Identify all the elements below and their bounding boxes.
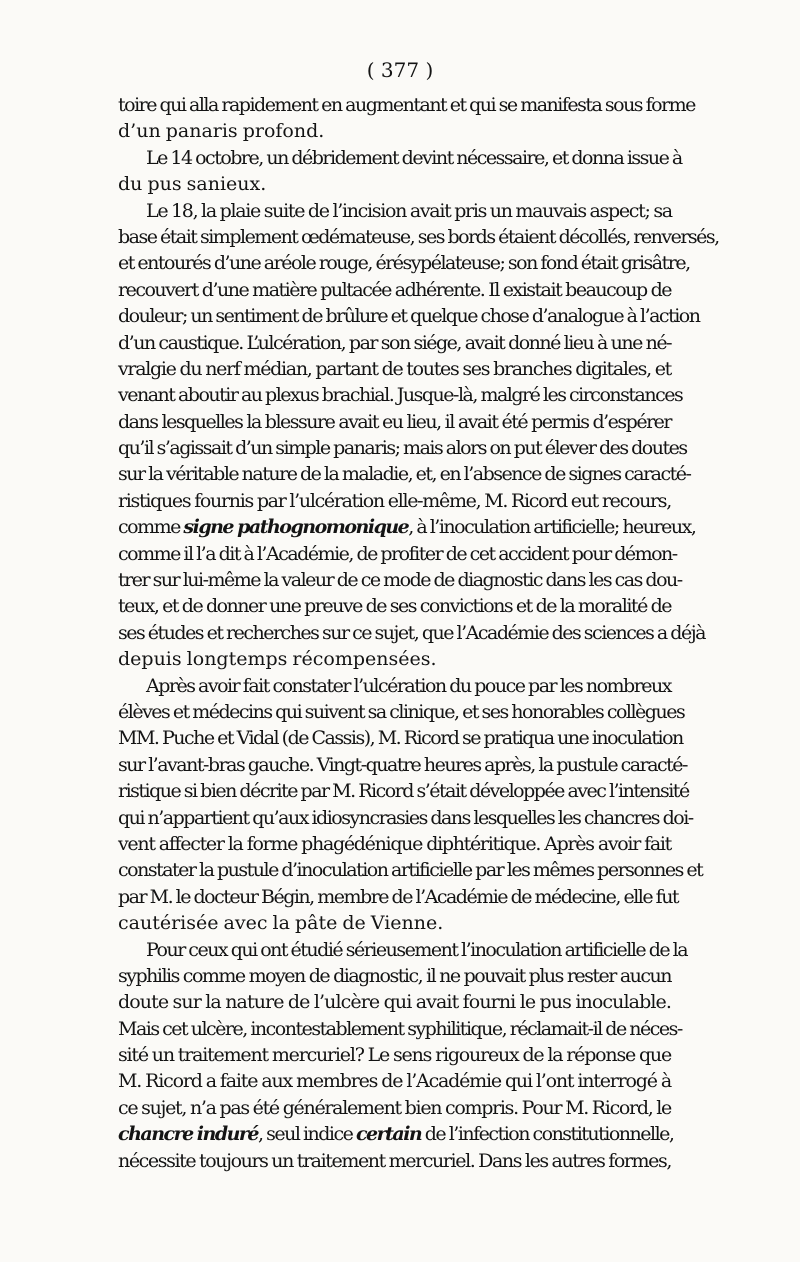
text-line <box>118 725 683 751</box>
text-line <box>118 937 688 963</box>
text-line <box>118 435 687 461</box>
line-text: par M. le docteur Bégin, membre de l’Académie de médecine, elle fut <box>118 885 679 908</box>
line-text: syphilis comme moyen de diagnostic, il ne pouvait plus rester aucun <box>118 964 671 987</box>
text-line <box>118 831 671 857</box>
emphasized-text: signe pathognomonique <box>183 516 409 539</box>
text-line <box>118 857 703 883</box>
text-line <box>118 593 671 619</box>
text-line <box>118 277 671 303</box>
text-line <box>118 699 685 725</box>
text-line <box>118 1148 671 1174</box>
line-text: Après avoir fait constater l’ulcération du pouce par les nombreux <box>146 674 671 697</box>
line-text: constater la pustule d’inoculation artificielle par les mêmes personnes et <box>118 859 703 882</box>
text-line <box>118 118 671 144</box>
text-line <box>118 1095 671 1121</box>
text-line <box>118 910 671 936</box>
text-line <box>118 805 693 831</box>
line-text: toire qui alla rapidement en augmentant et qui se manifesta sous forme <box>118 94 695 116</box>
text-line <box>118 250 690 276</box>
line-text: sur la véritable nature de la maladie, et, en l’absence de signes caracté- <box>118 463 691 486</box>
text-line <box>118 1121 674 1147</box>
line-text: vralgie du nerf médian, partant de toutes ses branches digitales, et <box>118 357 671 380</box>
line-text: sité un traitement mercuriel? Le sens rigoureux de la réponse que <box>118 1044 671 1067</box>
emphasized-text: certain <box>355 1123 422 1146</box>
body-text <box>118 92 719 1174</box>
line-text: vent affecter la forme phagédénique diphtéritique. Après avoir fait <box>118 832 671 855</box>
text-line <box>118 963 671 989</box>
text-line <box>118 198 671 224</box>
text-line <box>118 1016 682 1042</box>
line-text: recouvert d’une matière pultacée adhérente. Il existait beaucoup de <box>118 278 671 301</box>
line-text: d’un caustique. L’ulcération, par son siége, avait donné lieu à une né- <box>118 331 671 354</box>
line-text: comme il l’a dit à l’Académie, de profiter de cet accident pour démon- <box>118 542 677 565</box>
text-line <box>118 303 700 329</box>
line-text: Mais cet ulcère, incontestablement syphilitique, réclamait-il de néces- <box>118 1017 682 1040</box>
text-line <box>118 382 683 408</box>
line-text: ristiques fournis par l’ulcération elle-même, M. Ricord eut recours, <box>118 489 671 512</box>
line-text: sur l’avant-bras gauche. Vingt-quatre heures après, la pustule caracté- <box>118 753 687 776</box>
line-text: élèves et médecins qui suivent sa clinique, et ses honorables collègues <box>118 700 685 723</box>
text-line <box>118 171 671 197</box>
line-text: , à l’inoculation artificielle; heureux, <box>408 516 696 539</box>
text-line <box>118 1042 671 1068</box>
text-line <box>118 620 705 646</box>
line-text: trer sur lui-même la valeur de ce mode de diagnostic dans les cas dou- <box>118 569 682 592</box>
text-line <box>118 884 679 910</box>
line-text: doute sur la nature de l’ulcère qui avait fourni le pus inoculable. <box>118 991 671 1014</box>
line-text: venant aboutir au plexus brachial. Jusque-là, malgré les circonstances <box>118 384 683 407</box>
text-line <box>118 488 671 514</box>
line-text: et entourés d’une aréole rouge, érésypélateuse; son fond était grisâtre, <box>118 252 690 275</box>
line-text: douleur; un sentiment de brûlure et quelque chose d’analogue à l’action <box>118 305 700 328</box>
line-text: cautérisée avec la pâte de Vienne. <box>118 912 444 935</box>
line-text: comme <box>118 516 184 539</box>
line-text: MM. Puche et Vidal (de Cassis), M. Ricord se pratiqua une inoculation <box>118 727 683 750</box>
line-text: dans lesquelles la blessure avait eu lieu, il avait été permis d’espérer <box>118 410 671 433</box>
line-text: teux, et de donner une preuve de ses convictions et de la moralité de <box>118 595 671 618</box>
line-text: Pour ceux qui ont étudié sérieusement l’inoculation artificielle de la <box>146 938 688 961</box>
text-line <box>118 989 671 1015</box>
text-line <box>118 224 719 250</box>
line-text: M. Ricord a faite aux membres de l’Académie qui l’ont interrogé à <box>118 1070 671 1093</box>
line-text: ce sujet, n’a pas été généralement bien compris. Pour M. Ricord, le <box>118 1096 671 1119</box>
text-line <box>118 1068 671 1094</box>
text-line <box>118 330 671 356</box>
line-text: Le 14 octobre, un débridement devint nécessaire, et donna issue à <box>146 146 682 169</box>
line-text: d’un panaris profond. <box>118 120 325 143</box>
page-number: ( 377 ) <box>366 58 434 82</box>
text-line <box>118 541 677 567</box>
line-text: Le 18, la plaie suite de l’incision avait pris un mauvais aspect; sa <box>146 199 672 222</box>
text-line <box>118 92 695 118</box>
text-line <box>118 356 671 382</box>
text-line <box>118 145 682 171</box>
text-line <box>118 514 696 540</box>
emphasized-text: chancre induré <box>118 1123 259 1146</box>
line-text: ristique si bien décrite par M. Ricord s’était développée avec l’intensité <box>118 780 689 803</box>
text-line <box>118 461 691 487</box>
text-line <box>118 778 689 804</box>
line-text: nécessite toujours un traitement mercuriel. Dans les autres formes, <box>118 1149 671 1172</box>
line-text: de l’infection constitutionnelle, <box>421 1123 674 1146</box>
line-text: depuis longtemps récompensées. <box>118 648 437 671</box>
text-line <box>118 409 671 435</box>
text-line <box>118 646 671 672</box>
line-text: du pus sanieux. <box>118 173 267 196</box>
line-text: , seul indice <box>258 1123 356 1146</box>
text-line <box>118 567 682 593</box>
line-text: qui n’appartient qu’aux idiosyncrasies dans lesquelles les chancres doi- <box>118 806 693 829</box>
line-text: qu’il s’agissait d’un simple panaris; mais alors on put élever des doutes <box>118 437 687 460</box>
line-text: ses études et recherches sur ce sujet, que l’Académie des sciences a déjà <box>118 621 705 644</box>
text-line <box>118 752 687 778</box>
text-line <box>118 673 671 699</box>
line-text: base était simplement œdémateuse, ses bords étaient décollés, renversés, <box>118 225 719 248</box>
